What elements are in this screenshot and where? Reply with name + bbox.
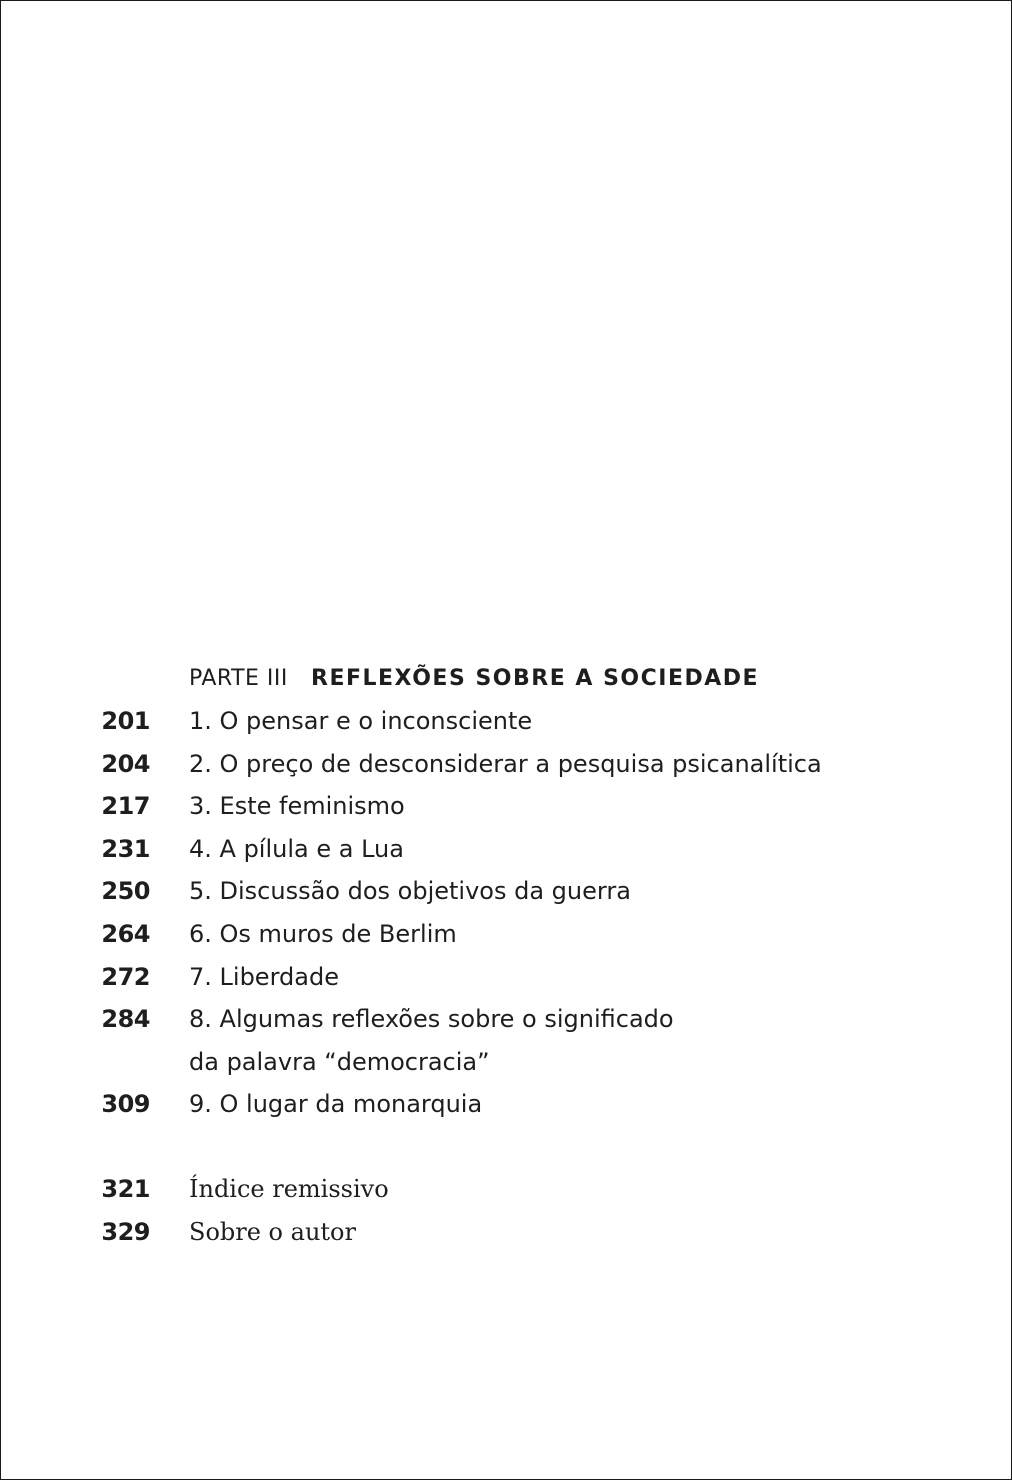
entry-title-continuation: da palavra “democracia”	[189, 1047, 490, 1076]
toc-entry[interactable]	[0, 913, 1012, 956]
page-number: 284	[101, 1005, 150, 1034]
page-number: 250	[101, 877, 150, 906]
entry-title: 4. A pílula e a Lua	[189, 834, 404, 863]
page-number: 217	[101, 792, 150, 821]
page-number: 264	[101, 919, 150, 948]
page-number: 329	[101, 1217, 150, 1246]
entry-title: 3. Este feminismo	[189, 792, 405, 821]
entry-title: 8. Algumas reflexões sobre o significado	[189, 1005, 674, 1034]
section-spacer	[0, 1126, 1012, 1168]
toc-entry-about-author[interactable]	[0, 1211, 1012, 1254]
toc-entry-continuation	[0, 1041, 1012, 1084]
entry-title: 1. O pensar e o inconsciente	[189, 707, 533, 735]
part-heading	[0, 658, 1012, 700]
page-number: 204	[101, 749, 150, 778]
toc-entry[interactable]	[0, 785, 1012, 828]
entry-title: 2. O preço de desconsiderar a pesquisa psicanalítica	[189, 749, 822, 778]
toc-entry[interactable]	[0, 700, 1012, 743]
toc-entry[interactable]	[0, 870, 1012, 913]
entry-title: 9. O lugar da monarquia	[189, 1090, 483, 1119]
entry-title: Sobre o autor	[189, 1217, 356, 1246]
entry-title: 6. Os muros de Berlim	[189, 919, 457, 948]
entry-title: 7. Liberdade	[189, 962, 339, 991]
toc-entry[interactable]	[0, 1083, 1012, 1126]
part-title: REFLEXÕES SOBRE A SOCIEDADE	[311, 666, 760, 691]
entry-title: 5. Discussão dos objetivos da guerra	[189, 877, 631, 906]
page-number: 321	[101, 1174, 150, 1203]
toc-entry[interactable]	[0, 828, 1012, 871]
page-number: 309	[101, 1090, 150, 1119]
table-of-contents	[0, 658, 1012, 1253]
part-label: PARTE III	[189, 666, 288, 691]
toc-entry[interactable]	[0, 998, 1012, 1041]
page-number: 201	[101, 707, 150, 735]
entry-title: Índice remissivo	[189, 1174, 389, 1203]
page-number: 272	[101, 962, 150, 991]
toc-entry-index[interactable]	[0, 1168, 1012, 1211]
toc-entry[interactable]	[0, 956, 1012, 999]
toc-entry[interactable]	[0, 743, 1012, 786]
page-number: 231	[101, 834, 150, 863]
